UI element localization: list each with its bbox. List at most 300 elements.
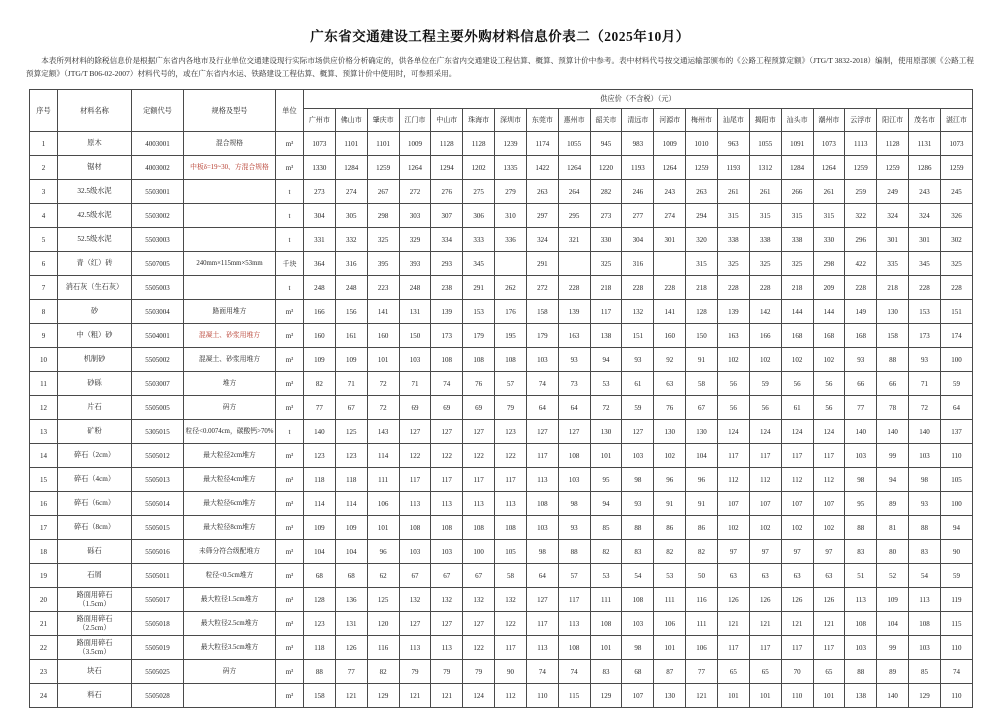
price-cell: 259	[845, 180, 877, 204]
price-cell: 139	[717, 300, 749, 324]
table-row	[30, 204, 973, 228]
price-cell: 108	[495, 516, 527, 540]
spec: 最大粒径2cm堆方	[184, 444, 276, 468]
price-cell: 127	[431, 612, 463, 636]
price-cell: 113	[431, 492, 463, 516]
price-cell: 113	[845, 588, 877, 612]
price-cell: 121	[335, 684, 367, 708]
price-cell: 56	[749, 396, 781, 420]
price-cell: 291	[463, 276, 495, 300]
material-name: 路面用碎石 （3.5cm）	[58, 636, 132, 660]
table-row	[30, 516, 973, 540]
price-cell: 96	[686, 468, 718, 492]
price-cell: 179	[463, 324, 495, 348]
price-cell: 126	[335, 636, 367, 660]
price-cell: 89	[877, 492, 909, 516]
price-cell: 82	[590, 540, 622, 564]
material-name: 块石	[58, 660, 132, 684]
price-cell: 107	[717, 492, 749, 516]
price-cell: 228	[622, 276, 654, 300]
price-cell: 103	[622, 444, 654, 468]
unit: m³	[276, 468, 304, 492]
price-cell: 275	[463, 180, 495, 204]
price-cell: 316	[622, 252, 654, 276]
price-cell: 298	[367, 204, 399, 228]
price-cell: 166	[749, 324, 781, 348]
price-cell: 345	[463, 252, 495, 276]
price-cell: 174	[940, 324, 972, 348]
price-cell: 1422	[526, 156, 558, 180]
spec: 混合规格	[184, 132, 276, 156]
price-cell: 131	[399, 300, 431, 324]
price-cell: 316	[335, 252, 367, 276]
price-cell: 74	[526, 372, 558, 396]
price-cell: 264	[558, 180, 590, 204]
price-cell	[558, 252, 590, 276]
price-cell: 126	[781, 588, 813, 612]
row-no: 7	[30, 276, 58, 300]
spec: 混凝土、砂浆用堆方	[184, 348, 276, 372]
price-cell: 1259	[845, 156, 877, 180]
price-cell: 107	[749, 492, 781, 516]
price-cell: 1286	[909, 156, 941, 180]
material-name: 路面用碎石 （1.5cm）	[58, 588, 132, 612]
table-row	[30, 372, 973, 396]
spec	[184, 684, 276, 708]
price-cell: 144	[781, 300, 813, 324]
price-cell: 67	[399, 564, 431, 588]
price-cell: 149	[845, 300, 877, 324]
city-header: 汕尾市	[717, 109, 749, 132]
price-cell: 228	[845, 276, 877, 300]
price-cell: 54	[909, 564, 941, 588]
unit: m³	[276, 612, 304, 636]
price-cell: 1128	[463, 132, 495, 156]
price-cell: 110	[781, 684, 813, 708]
price-cell: 121	[781, 612, 813, 636]
unit: m³	[276, 564, 304, 588]
price-cell: 297	[526, 204, 558, 228]
quota-code: 5503007	[132, 372, 184, 396]
price-cell: 121	[749, 612, 781, 636]
col-header-supply-price: 供应价（不含税）（元）	[304, 90, 973, 109]
price-cell: 112	[717, 468, 749, 492]
price-cell: 122	[495, 444, 527, 468]
price-cell: 53	[590, 564, 622, 588]
price-cell: 282	[590, 180, 622, 204]
price-cell: 1055	[749, 132, 781, 156]
price-cell	[495, 252, 527, 276]
price-cell: 158	[526, 300, 558, 324]
price-cell: 88	[909, 516, 941, 540]
spec: 粒径<0.0074cm，碳酸钙>70%	[184, 420, 276, 444]
price-cell: 101	[367, 516, 399, 540]
price-cell: 78	[877, 396, 909, 420]
unit: m³	[276, 684, 304, 708]
price-cell: 330	[813, 228, 845, 252]
price-cell: 117	[717, 444, 749, 468]
spec: 最大粒径3.5cm堆方	[184, 636, 276, 660]
price-cell: 56	[813, 396, 845, 420]
price-cell: 58	[495, 564, 527, 588]
spec: 混凝土、砂浆用堆方	[184, 324, 276, 348]
quota-code: 5505014	[132, 492, 184, 516]
price-cell: 127	[463, 612, 495, 636]
price-cell: 338	[781, 228, 813, 252]
price-cell: 117	[399, 468, 431, 492]
price-cell: 88	[845, 660, 877, 684]
price-cell: 325	[940, 252, 972, 276]
spec: 中板δ=19~30、方混合规格	[184, 156, 276, 180]
price-cell: 96	[654, 468, 686, 492]
price-cell: 132	[495, 588, 527, 612]
price-cell: 160	[367, 324, 399, 348]
price-cell: 83	[909, 540, 941, 564]
price-cell: 69	[431, 396, 463, 420]
price-cell: 115	[558, 684, 590, 708]
price-cell: 67	[431, 564, 463, 588]
row-no: 9	[30, 324, 58, 348]
price-cell: 303	[399, 204, 431, 228]
price-cell: 103	[845, 444, 877, 468]
price-cell: 261	[813, 180, 845, 204]
price-cell: 173	[431, 324, 463, 348]
price-cell: 223	[367, 276, 399, 300]
quota-code: 5505012	[132, 444, 184, 468]
price-cell: 104	[877, 612, 909, 636]
price-cell: 53	[654, 564, 686, 588]
unit: m³	[276, 156, 304, 180]
price-cell: 68	[304, 564, 336, 588]
price-cell: 69	[399, 396, 431, 420]
price-cell: 151	[940, 300, 972, 324]
price-cell: 93	[845, 348, 877, 372]
price-cell: 304	[622, 228, 654, 252]
price-cell: 98	[558, 492, 590, 516]
price-cell: 294	[686, 204, 718, 228]
price-cell: 124	[749, 420, 781, 444]
price-cell: 122	[463, 636, 495, 660]
price-cell: 246	[622, 180, 654, 204]
price-cell: 102	[654, 444, 686, 468]
spec: 最大粒径8cm堆方	[184, 516, 276, 540]
table-row	[30, 300, 973, 324]
price-cell: 279	[495, 180, 527, 204]
price-cell: 261	[717, 180, 749, 204]
price-cell: 108	[558, 444, 590, 468]
price-cell: 96	[367, 540, 399, 564]
price-cell: 103	[526, 348, 558, 372]
row-no: 23	[30, 660, 58, 684]
price-cell: 101	[367, 348, 399, 372]
material-name: 片石	[58, 396, 132, 420]
price-cell: 56	[813, 372, 845, 396]
row-no: 10	[30, 348, 58, 372]
row-no: 3	[30, 180, 58, 204]
price-cell: 117	[717, 636, 749, 660]
price-cell: 168	[845, 324, 877, 348]
material-name: 机制砂	[58, 348, 132, 372]
price-cell: 77	[335, 660, 367, 684]
price-cell: 117	[749, 444, 781, 468]
price-cell: 333	[463, 228, 495, 252]
city-header: 河源市	[654, 109, 686, 132]
price-cell: 125	[335, 420, 367, 444]
price-cell: 138	[845, 684, 877, 708]
price-cell: 61	[622, 372, 654, 396]
price-cell: 315	[813, 204, 845, 228]
city-header: 深圳市	[495, 109, 527, 132]
price-cell: 315	[749, 204, 781, 228]
price-cell: 103	[909, 444, 941, 468]
price-cell: 131	[335, 612, 367, 636]
price-cell: 277	[622, 204, 654, 228]
price-cell: 119	[940, 588, 972, 612]
price-cell: 80	[877, 540, 909, 564]
price-cell: 329	[399, 228, 431, 252]
quota-code: 5504001	[132, 324, 184, 348]
price-cell: 111	[590, 588, 622, 612]
price-cell: 90	[940, 540, 972, 564]
price-cell: 124	[717, 420, 749, 444]
price-cell: 93	[622, 348, 654, 372]
price-cell: 1259	[367, 156, 399, 180]
price-cell: 71	[335, 372, 367, 396]
price-cell: 115	[940, 612, 972, 636]
price-cell: 66	[877, 372, 909, 396]
price-cell: 117	[558, 588, 590, 612]
spec: 码方	[184, 660, 276, 684]
price-cell: 108	[526, 492, 558, 516]
row-no: 15	[30, 468, 58, 492]
price-cell: 53	[590, 372, 622, 396]
table-row	[30, 276, 973, 300]
price-cell: 1128	[431, 132, 463, 156]
price-cell: 1264	[558, 156, 590, 180]
price-cell: 98	[909, 468, 941, 492]
price-cell: 315	[717, 204, 749, 228]
price-cell: 1259	[686, 156, 718, 180]
price-cell: 130	[877, 300, 909, 324]
price-cell: 335	[877, 252, 909, 276]
price-cell: 105	[495, 540, 527, 564]
price-cell: 128	[686, 300, 718, 324]
price-cell: 63	[654, 372, 686, 396]
price-cell: 324	[526, 228, 558, 252]
material-name: 砂	[58, 300, 132, 324]
price-cell: 1259	[877, 156, 909, 180]
price-cell: 324	[909, 204, 941, 228]
price-cell: 103	[622, 612, 654, 636]
price-cell: 293	[431, 252, 463, 276]
price-cell: 1294	[431, 156, 463, 180]
unit: m³	[276, 348, 304, 372]
price-cell: 1128	[877, 132, 909, 156]
row-no: 5	[30, 228, 58, 252]
price-cell: 88	[558, 540, 590, 564]
price-cell: 1312	[749, 156, 781, 180]
intro-note: 本表所列材料的除税信息价是根据广东省内各地市及行业单位交通建设现行实际市场供应价格分析确定的，供各单位在广东省内交通建设工程估算、概算、预算计价中参考。表中材料代号按交通运输部颁布的《公路工程预算定额》（JTG/T 3832-2018）编制，使用原部颁《公路工程预算定额》（JTG/T B06-02-2007）材料代号的，或在广东省内水运、铁路建设工程估算、概算、预算计价中使用时，可参照采用。	[26, 56, 974, 78]
price-cell: 64	[558, 396, 590, 420]
price-cell: 245	[940, 180, 972, 204]
price-cell: 82	[654, 540, 686, 564]
price-cell: 248	[335, 276, 367, 300]
price-cell: 326	[940, 204, 972, 228]
spec: 最大粒径4cm堆方	[184, 468, 276, 492]
price-cell: 301	[909, 228, 941, 252]
table-header-row	[30, 90, 973, 109]
price-cell: 63	[717, 564, 749, 588]
price-cell: 68	[622, 660, 654, 684]
price-cell: 132	[431, 588, 463, 612]
price-cell: 88	[877, 348, 909, 372]
price-cell: 325	[717, 252, 749, 276]
city-header: 阳江市	[877, 109, 909, 132]
unit: m³	[276, 636, 304, 660]
price-cell: 108	[463, 348, 495, 372]
price-cell: 107	[622, 684, 654, 708]
unit: m³	[276, 492, 304, 516]
price-cell: 209	[813, 276, 845, 300]
price-cell: 123	[304, 612, 336, 636]
city-header: 潮州市	[813, 109, 845, 132]
price-cell: 1010	[686, 132, 718, 156]
price-cell: 248	[304, 276, 336, 300]
price-cell: 1220	[590, 156, 622, 180]
price-cell: 945	[590, 132, 622, 156]
price-cell: 364	[304, 252, 336, 276]
price-cell: 248	[399, 276, 431, 300]
price-cell: 195	[495, 324, 527, 348]
price-cell: 218	[781, 276, 813, 300]
price-cell: 101	[717, 684, 749, 708]
price-cell: 109	[335, 348, 367, 372]
price-cell: 93	[558, 516, 590, 540]
price-cell: 90	[495, 660, 527, 684]
price-cell: 123	[304, 444, 336, 468]
price-cell	[654, 252, 686, 276]
price-cell: 111	[686, 612, 718, 636]
quota-code: 5505011	[132, 564, 184, 588]
price-cell: 66	[845, 372, 877, 396]
price-cell: 336	[495, 228, 527, 252]
price-cell: 127	[622, 420, 654, 444]
price-cell: 168	[781, 324, 813, 348]
material-name: 矿粉	[58, 420, 132, 444]
price-cell: 124	[813, 420, 845, 444]
unit: m³	[276, 396, 304, 420]
price-cell: 101	[749, 684, 781, 708]
price-cell: 72	[590, 396, 622, 420]
price-cell: 110	[940, 684, 972, 708]
price-cell: 98	[622, 636, 654, 660]
price-cell: 106	[367, 492, 399, 516]
price-cell: 218	[590, 276, 622, 300]
price-cell: 54	[622, 564, 654, 588]
price-cell: 121	[399, 684, 431, 708]
price-cell: 106	[686, 636, 718, 660]
price-cell: 56	[781, 372, 813, 396]
price-cell: 59	[940, 564, 972, 588]
city-header: 茂名市	[909, 109, 941, 132]
price-cell: 86	[654, 516, 686, 540]
row-no: 8	[30, 300, 58, 324]
price-cell: 126	[813, 588, 845, 612]
price-cell: 117	[813, 444, 845, 468]
unit: t	[276, 180, 304, 204]
price-cell: 127	[558, 420, 590, 444]
city-header: 梅州市	[686, 109, 718, 132]
material-name: 青（红）砖	[58, 252, 132, 276]
price-cell: 325	[590, 252, 622, 276]
price-cell: 295	[558, 204, 590, 228]
price-cell: 117	[495, 468, 527, 492]
price-cell: 302	[940, 228, 972, 252]
price-cell: 130	[686, 420, 718, 444]
col-header-quota-code: 定额代号	[132, 90, 184, 132]
price-cell: 94	[590, 348, 622, 372]
unit: m³	[276, 540, 304, 564]
price-cell: 228	[940, 276, 972, 300]
price-cell: 228	[558, 276, 590, 300]
price-cell: 121	[686, 684, 718, 708]
quota-code: 5505018	[132, 612, 184, 636]
quota-code: 5505013	[132, 468, 184, 492]
price-cell: 129	[367, 684, 399, 708]
price-cell: 338	[717, 228, 749, 252]
price-cell: 120	[367, 612, 399, 636]
price-cell: 243	[654, 180, 686, 204]
price-cell: 126	[749, 588, 781, 612]
price-cell: 91	[686, 492, 718, 516]
price-cell: 1193	[622, 156, 654, 180]
table-row	[30, 132, 973, 156]
price-cell: 345	[909, 252, 941, 276]
price-cell: 142	[749, 300, 781, 324]
price-cell: 59	[749, 372, 781, 396]
col-header-unit: 单位	[276, 90, 304, 132]
price-cell: 113	[463, 492, 495, 516]
unit: t	[276, 276, 304, 300]
material-price-table	[29, 89, 973, 708]
row-no: 1	[30, 132, 58, 156]
city-header: 广州市	[304, 109, 336, 132]
price-cell: 130	[654, 684, 686, 708]
material-name: 路面用碎石 （2.5cm）	[58, 612, 132, 636]
table-row	[30, 684, 973, 708]
price-cell: 1101	[335, 132, 367, 156]
price-cell: 393	[399, 252, 431, 276]
row-no: 12	[30, 396, 58, 420]
price-cell: 163	[558, 324, 590, 348]
price-cell: 117	[813, 636, 845, 660]
price-cell: 395	[367, 252, 399, 276]
price-cell: 273	[304, 180, 336, 204]
price-cell: 263	[526, 180, 558, 204]
price-cell: 101	[813, 684, 845, 708]
price-cell: 117	[431, 468, 463, 492]
price-cell: 86	[686, 516, 718, 540]
price-cell: 102	[749, 348, 781, 372]
price-cell: 301	[654, 228, 686, 252]
price-cell: 77	[845, 396, 877, 420]
price-cell: 114	[335, 492, 367, 516]
price-cell: 121	[431, 684, 463, 708]
price-cell: 139	[558, 300, 590, 324]
price-cell: 132	[622, 300, 654, 324]
price-cell: 64	[940, 396, 972, 420]
price-cell: 304	[304, 204, 336, 228]
